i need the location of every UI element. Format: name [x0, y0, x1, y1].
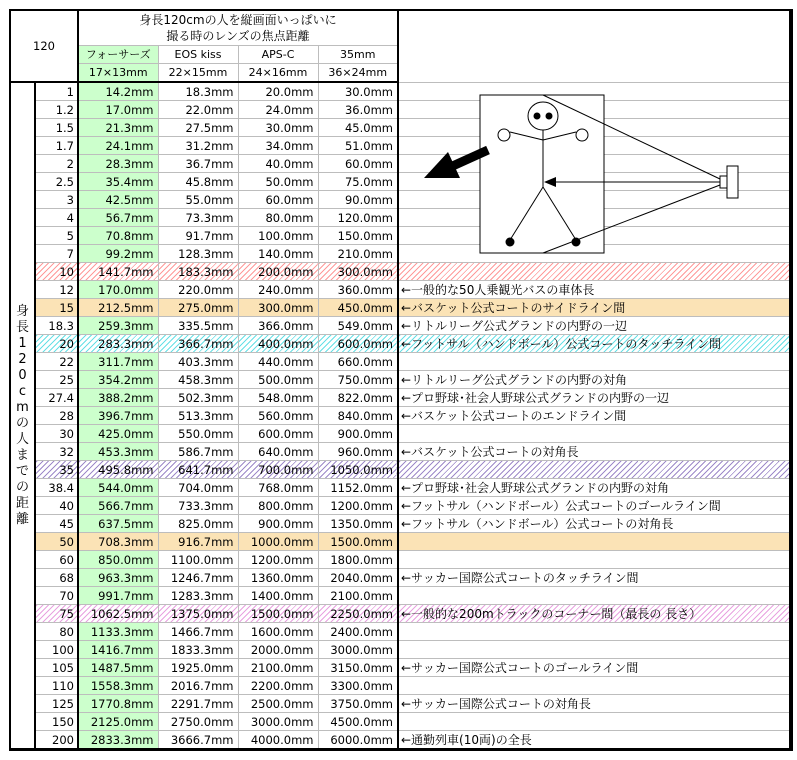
right-hand [576, 129, 588, 141]
focal-cell-0: 544.0mm [78, 479, 158, 497]
distance-cell: 12 [35, 281, 78, 299]
focal-cell-3: 1050.0mm [318, 461, 398, 479]
focal-cell-2: 4000.0mm [238, 731, 318, 750]
focal-cell-3: 120.0mm [318, 209, 398, 227]
focal-cell-1: 1833.3mm [158, 641, 238, 659]
distance-cell: 18.3 [35, 317, 78, 335]
distance-cell: 35 [35, 461, 78, 479]
distance-cell: 40 [35, 497, 78, 515]
focal-cell-0: 1558.3mm [78, 677, 158, 695]
focal-cell-1: 1246.7mm [158, 569, 238, 587]
note-cell: ←バスケット公式コートのエンドライン間 [398, 407, 790, 425]
note-cell: ←通勤列車(10両)の全長 [398, 731, 790, 750]
focal-cell-2: 100.0mm [238, 227, 318, 245]
focal-cell-2: 800.0mm [238, 497, 318, 515]
focal-cell-0: 311.7mm [78, 353, 158, 371]
table-row [10, 281, 790, 299]
focal-cell-1: 733.3mm [158, 497, 238, 515]
focal-cell-2: 34.0mm [238, 137, 318, 155]
focal-cell-3: 3000.0mm [318, 641, 398, 659]
focal-cell-1: 916.7mm [158, 533, 238, 551]
column-name-2: APS-C [238, 46, 318, 64]
focal-cell-2: 400.0mm [238, 335, 318, 353]
focal-cell-3: 45.0mm [318, 119, 398, 137]
focal-cell-0: 17.0mm [78, 101, 158, 119]
table-row [10, 659, 790, 677]
note-cell: ←バスケット公式コートの対角長 [398, 443, 790, 461]
distance-cell: 1.5 [35, 119, 78, 137]
focal-cell-0: 2833.3mm [78, 731, 158, 750]
focal-cell-3: 840.0mm [318, 407, 398, 425]
distance-cell: 60 [35, 551, 78, 569]
focal-cell-3: 822.0mm [318, 389, 398, 407]
focal-cell-1: 2291.7mm [158, 695, 238, 713]
focal-cell-3: 30.0mm [318, 82, 398, 101]
table-row [10, 335, 790, 353]
focal-cell-1: 2750.0mm [158, 713, 238, 731]
focal-cell-0: 14.2mm [78, 82, 158, 101]
focal-cell-2: 600.0mm [238, 425, 318, 443]
focal-cell-2: 80.0mm [238, 209, 318, 227]
focal-cell-1: 1283.3mm [158, 587, 238, 605]
side-label-char: m [16, 399, 29, 415]
focal-cell-0: 708.3mm [78, 533, 158, 551]
focal-cell-3: 750.0mm [318, 371, 398, 389]
focal-cell-1: 31.2mm [158, 137, 238, 155]
focal-cell-3: 900.0mm [318, 425, 398, 443]
side-label-char: c [18, 383, 27, 399]
focal-cell-0: 170.0mm [78, 281, 158, 299]
side-label-char: 身 [15, 303, 29, 319]
focal-cell-2: 1360.0mm [238, 569, 318, 587]
note-cell [398, 461, 790, 479]
focal-cell-0: 354.2mm [78, 371, 158, 389]
focal-cell-2: 240.0mm [238, 281, 318, 299]
table-row [10, 623, 790, 641]
focal-cell-3: 1800.0mm [318, 551, 398, 569]
note-cell: ←一般的な200mトラックのコーナー間（最長の 長さ） [398, 605, 790, 623]
table-row [10, 641, 790, 659]
note-cell [398, 353, 790, 371]
note-cell [398, 623, 790, 641]
focal-cell-1: 403.3mm [158, 353, 238, 371]
table-row [10, 461, 790, 479]
table-row [10, 371, 790, 389]
focal-cell-0: 963.3mm [78, 569, 158, 587]
side-label-char: 0 [18, 367, 27, 383]
focal-cell-0: 2125.0mm [78, 713, 158, 731]
focal-cell-0: 24.1mm [78, 137, 158, 155]
distance-cell: 38.4 [35, 479, 78, 497]
focal-cell-3: 210.0mm [318, 245, 398, 263]
focal-cell-1: 1466.7mm [158, 623, 238, 641]
focal-cell-0: 259.3mm [78, 317, 158, 335]
focal-cell-2: 1200.0mm [238, 551, 318, 569]
table-title [78, 10, 398, 46]
focal-cell-1: 586.7mm [158, 443, 238, 461]
side-label-char: 1 [18, 335, 27, 351]
focal-cell-2: 3000.0mm [238, 713, 318, 731]
focal-cell-0: 99.2mm [78, 245, 158, 263]
focal-cell-0: 637.5mm [78, 515, 158, 533]
focal-cell-3: 51.0mm [318, 137, 398, 155]
focal-cell-3: 90.0mm [318, 191, 398, 209]
focal-cell-2: 548.0mm [238, 389, 318, 407]
distance-cell: 20 [35, 335, 78, 353]
table-row [10, 515, 790, 533]
focal-cell-3: 3150.0mm [318, 659, 398, 677]
focal-cell-1: 22.0mm [158, 101, 238, 119]
focal-cell-0: 283.3mm [78, 335, 158, 353]
focal-cell-3: 3750.0mm [318, 695, 398, 713]
table-row [10, 299, 790, 317]
focal-cell-3: 1350.0mm [318, 515, 398, 533]
note-cell: ←リトルリーグ公式グランドの内野の対角 [398, 371, 790, 389]
side-label-char: 長 [15, 319, 29, 335]
note-cell [398, 587, 790, 605]
table-row [10, 731, 790, 750]
focal-cell-2: 640.0mm [238, 443, 318, 461]
side-label [10, 82, 35, 749]
table-row [10, 533, 790, 551]
distance-cell: 25 [35, 371, 78, 389]
note-cell [398, 551, 790, 569]
side-label-char: 人 [15, 431, 29, 447]
camera-lens [720, 176, 727, 188]
table-row [10, 713, 790, 731]
note-cell: ←バスケット公式コートのサイドライン間 [398, 299, 790, 317]
column-sensor-2: 24×16mm [238, 64, 318, 83]
side-label-char: 2 [18, 351, 27, 367]
focal-cell-3: 3300.0mm [318, 677, 398, 695]
focal-cell-2: 440.0mm [238, 353, 318, 371]
focal-cell-2: 1600.0mm [238, 623, 318, 641]
focal-cell-0: 1062.5mm [78, 605, 158, 623]
table-row [10, 317, 790, 335]
distance-cell: 70 [35, 587, 78, 605]
table-row [10, 587, 790, 605]
table-row [10, 425, 790, 443]
distance-cell: 4 [35, 209, 78, 227]
left-foot [506, 238, 515, 247]
focal-cell-2: 60.0mm [238, 191, 318, 209]
focal-cell-0: 35.4mm [78, 173, 158, 191]
note-cell: ←フットサル（ハンドボール）公式コートのゴールライン間 [398, 497, 790, 515]
distance-cell: 2 [35, 155, 78, 173]
focal-cell-0: 1416.7mm [78, 641, 158, 659]
focal-cell-3: 660.0mm [318, 353, 398, 371]
note-cell: ←リトルリーグ公式グランドの内野の一辺 [398, 317, 790, 335]
focal-cell-2: 30.0mm [238, 119, 318, 137]
focal-cell-3: 2100.0mm [318, 587, 398, 605]
distance-cell: 68 [35, 569, 78, 587]
focal-cell-2: 2000.0mm [238, 641, 318, 659]
focal-cell-3: 450.0mm [318, 299, 398, 317]
note-cell: ←プロ野球･社会人野球公式グランドの内野の対角 [398, 479, 790, 497]
focal-cell-2: 2100.0mm [238, 659, 318, 677]
camera-diagram [418, 92, 748, 267]
focal-cell-1: 73.3mm [158, 209, 238, 227]
focal-cell-0: 453.3mm [78, 443, 158, 461]
focal-cell-3: 2040.0mm [318, 569, 398, 587]
focal-cell-1: 275.0mm [158, 299, 238, 317]
focal-cell-1: 91.7mm [158, 227, 238, 245]
focal-cell-1: 36.7mm [158, 155, 238, 173]
focal-cell-2: 560.0mm [238, 407, 318, 425]
distance-cell: 32 [35, 443, 78, 461]
focal-cell-1: 502.3mm [158, 389, 238, 407]
column-sensor-1: 22×15mm [158, 64, 238, 83]
focal-cell-2: 200.0mm [238, 263, 318, 281]
focal-cell-2: 140.0mm [238, 245, 318, 263]
focal-cell-1: 641.7mm [158, 461, 238, 479]
head [528, 102, 558, 130]
side-label-char: の [15, 479, 29, 495]
distance-cell: 200 [35, 731, 78, 750]
title-line-2: 撮る時のレンズの焦点距離 [166, 29, 310, 43]
table-row [10, 569, 790, 587]
focal-cell-2: 20.0mm [238, 82, 318, 101]
note-cell [398, 677, 790, 695]
distance-cell: 15 [35, 299, 78, 317]
table-row [10, 497, 790, 515]
focal-cell-1: 55.0mm [158, 191, 238, 209]
distance-cell: 105 [35, 659, 78, 677]
note-cell [398, 641, 790, 659]
focal-cell-3: 60.0mm [318, 155, 398, 173]
focal-cell-0: 495.8mm [78, 461, 158, 479]
focal-cell-0: 396.7mm [78, 407, 158, 425]
table-row [10, 677, 790, 695]
table-row [10, 551, 790, 569]
focal-cell-3: 2400.0mm [318, 623, 398, 641]
height-label: 120 [10, 10, 78, 82]
distance-cell: 125 [35, 695, 78, 713]
note-cell [398, 425, 790, 443]
focal-cell-3: 6000.0mm [318, 731, 398, 750]
note-cell: ←サッカー国際公式コートの対角長 [398, 695, 790, 713]
focal-cell-2: 24.0mm [238, 101, 318, 119]
focal-cell-3: 75.0mm [318, 173, 398, 191]
focal-cell-1: 1100.0mm [158, 551, 238, 569]
focal-cell-0: 425.0mm [78, 425, 158, 443]
focal-cell-1: 513.3mm [158, 407, 238, 425]
focal-cell-0: 42.5mm [78, 191, 158, 209]
table-row [10, 353, 790, 371]
side-label-char: 距 [15, 495, 29, 511]
table-row [10, 407, 790, 425]
distance-cell: 80 [35, 623, 78, 641]
distance-cell: 50 [35, 533, 78, 551]
distance-cell: 3 [35, 191, 78, 209]
note-cell: ←サッカー国際公式コートのタッチライン間 [398, 569, 790, 587]
distance-cell: 100 [35, 641, 78, 659]
focal-cell-2: 900.0mm [238, 515, 318, 533]
focal-cell-1: 2016.7mm [158, 677, 238, 695]
camera-body [727, 166, 738, 198]
focal-cell-3: 549.0mm [318, 317, 398, 335]
title-line-1: 身長120cmの人を縦画面いっぱいに [139, 13, 337, 27]
distance-cell: 150 [35, 713, 78, 731]
focal-cell-1: 45.8mm [158, 173, 238, 191]
focal-cell-2: 2500.0mm [238, 695, 318, 713]
focal-cell-2: 1400.0mm [238, 587, 318, 605]
focal-cell-3: 1200.0mm [318, 497, 398, 515]
big-arrow-icon [424, 150, 488, 178]
distance-cell: 27.4 [35, 389, 78, 407]
focal-cell-3: 150.0mm [318, 227, 398, 245]
right-eye [546, 113, 553, 120]
focal-cell-1: 18.3mm [158, 82, 238, 101]
distance-cell: 22 [35, 353, 78, 371]
side-label-char: の [15, 415, 29, 431]
focal-cell-1: 825.0mm [158, 515, 238, 533]
distance-cell: 45 [35, 515, 78, 533]
distance-cell: 75 [35, 605, 78, 623]
note-cell: ←一般的な50人乗観光バスの車体長 [398, 281, 790, 299]
focal-cell-2: 366.0mm [238, 317, 318, 335]
focal-cell-1: 458.3mm [158, 371, 238, 389]
focal-cell-0: 212.5mm [78, 299, 158, 317]
note-cell: ←フットサル（ハンドボール）公式コートのタッチライン間 [398, 335, 790, 353]
table-row [10, 479, 790, 497]
column-sensor-0: 17×13mm [78, 64, 158, 83]
focal-cell-2: 300.0mm [238, 299, 318, 317]
focal-cell-3: 1152.0mm [318, 479, 398, 497]
focal-cell-0: 70.8mm [78, 227, 158, 245]
focal-cell-1: 1375.0mm [158, 605, 238, 623]
focal-cell-3: 4500.0mm [318, 713, 398, 731]
focal-cell-0: 56.7mm [78, 209, 158, 227]
focal-cell-1: 335.5mm [158, 317, 238, 335]
focal-cell-1: 1925.0mm [158, 659, 238, 677]
focal-cell-2: 40.0mm [238, 155, 318, 173]
distance-cell: 30 [35, 425, 78, 443]
focal-cell-2: 500.0mm [238, 371, 318, 389]
distance-cell: 1 [35, 82, 78, 101]
focal-cell-1: 366.7mm [158, 335, 238, 353]
focal-cell-3: 1500.0mm [318, 533, 398, 551]
focal-cell-2: 2200.0mm [238, 677, 318, 695]
focal-cell-0: 1487.5mm [78, 659, 158, 677]
distance-cell: 7 [35, 245, 78, 263]
column-name-3: 35mm [318, 46, 398, 64]
table-row [10, 389, 790, 407]
focal-cell-2: 1000.0mm [238, 533, 318, 551]
note-cell [398, 713, 790, 731]
side-label-char: ま [15, 447, 29, 463]
focal-cell-2: 1500.0mm [238, 605, 318, 623]
focal-cell-2: 768.0mm [238, 479, 318, 497]
column-name-0: フォーサーズ [78, 46, 158, 64]
focal-cell-0: 1133.3mm [78, 623, 158, 641]
focal-cell-2: 700.0mm [238, 461, 318, 479]
distance-cell: 1.2 [35, 101, 78, 119]
focal-cell-1: 220.0mm [158, 281, 238, 299]
header-blank [398, 10, 790, 82]
focal-cell-0: 566.7mm [78, 497, 158, 515]
focal-cell-0: 850.0mm [78, 551, 158, 569]
focal-cell-3: 36.0mm [318, 101, 398, 119]
distance-cell: 5 [35, 227, 78, 245]
left-eye [534, 113, 541, 120]
side-label-char: で [15, 463, 29, 479]
focal-cell-3: 960.0mm [318, 443, 398, 461]
note-cell [398, 533, 790, 551]
table-row [10, 695, 790, 713]
distance-cell: 1.7 [35, 137, 78, 155]
note-cell: ←サッカー国際公式コートのゴールライン間 [398, 659, 790, 677]
focal-cell-1: 27.5mm [158, 119, 238, 137]
focal-cell-3: 360.0mm [318, 281, 398, 299]
note-cell: ←プロ野球･社会人野球公式グランドの内野の一辺 [398, 389, 790, 407]
note-cell: ←フットサル（ハンドボール）公式コートの対角長 [398, 515, 790, 533]
side-label-char: 離 [15, 511, 29, 527]
focal-cell-1: 3666.7mm [158, 731, 238, 750]
distance-cell: 28 [35, 407, 78, 425]
table-row [10, 443, 790, 461]
column-name-1: EOS kiss [158, 46, 238, 64]
focal-cell-1: 550.0mm [158, 425, 238, 443]
focal-cell-0: 1770.8mm [78, 695, 158, 713]
focal-cell-0: 28.3mm [78, 155, 158, 173]
focal-cell-3: 300.0mm [318, 263, 398, 281]
focal-cell-3: 600.0mm [318, 335, 398, 353]
column-sensor-3: 36×24mm [318, 64, 398, 83]
focal-cell-2: 50.0mm [238, 173, 318, 191]
focal-cell-1: 183.3mm [158, 263, 238, 281]
focal-cell-0: 141.7mm [78, 263, 158, 281]
focal-cell-1: 704.0mm [158, 479, 238, 497]
left-hand [498, 129, 510, 141]
focal-cell-0: 21.3mm [78, 119, 158, 137]
focal-cell-1: 128.3mm [158, 245, 238, 263]
focal-cell-0: 991.7mm [78, 587, 158, 605]
focal-cell-0: 388.2mm [78, 389, 158, 407]
focal-cell-3: 2250.0mm [318, 605, 398, 623]
distance-cell: 110 [35, 677, 78, 695]
distance-cell: 2.5 [35, 173, 78, 191]
table-row [10, 605, 790, 623]
distance-cell: 10 [35, 263, 78, 281]
